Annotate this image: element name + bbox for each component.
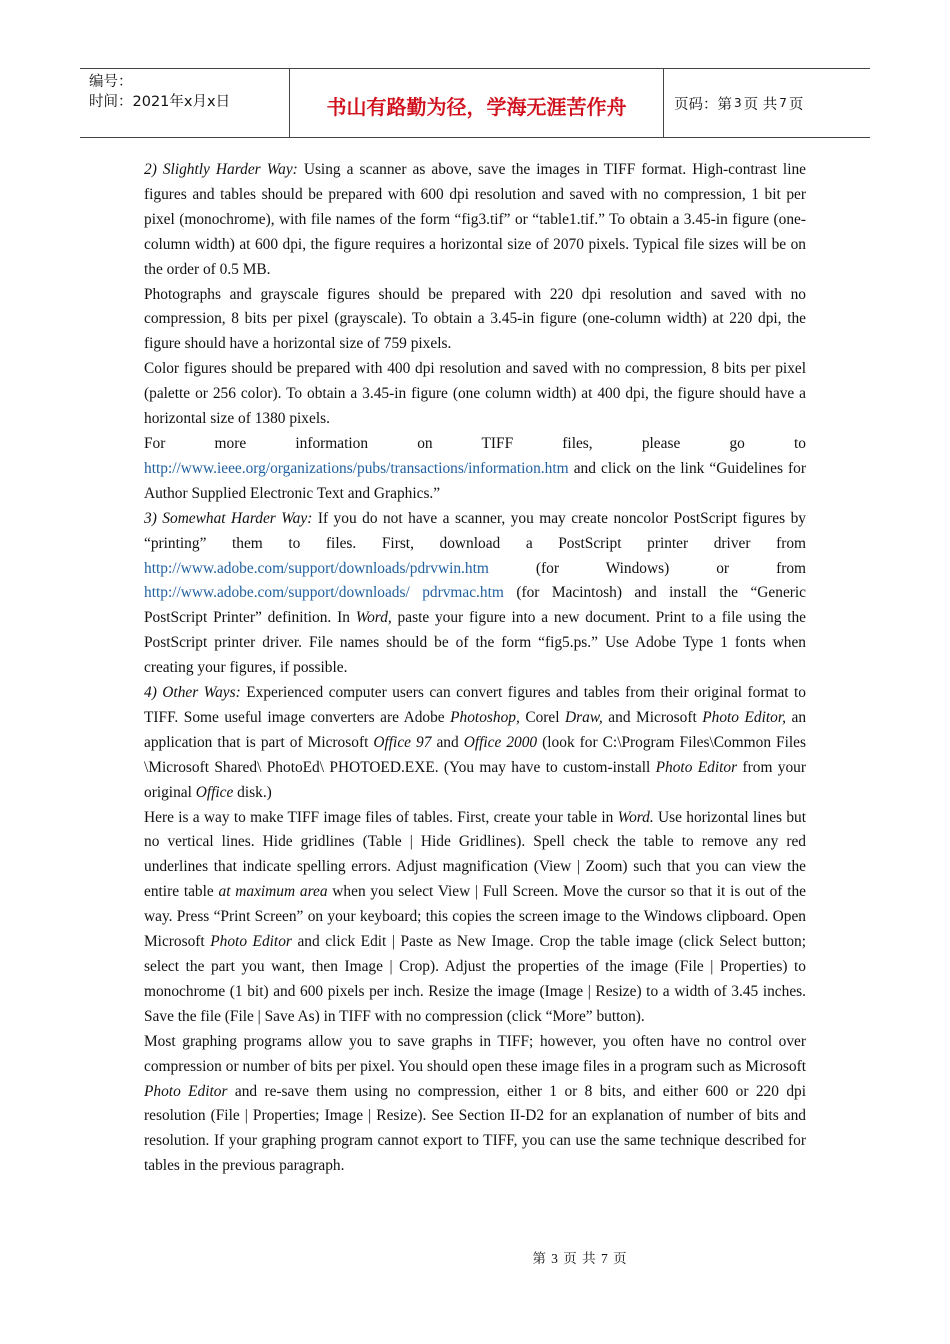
paragraph-graphing: Most graphing programs allow you to save graphs in TIFF; however, you often have no control over compression or number of bits per pixel. You should open these image files in a program such as Microsoft Photo Editor and re-save them using no compression, either 1 or 8 bits, and either 600 or 220 dpi resolution (File | Properties; Image | Resize). See Section II-D2 for an explanation of number of bits and resolution. If your graphing program cannot export to TIFF, you can use the same technique described for tables in the previous paragraph.	[144, 1032, 806, 1175]
page-total: 7	[779, 96, 787, 110]
adobe-mac-link[interactable]: http://www.adobe.com/support/downloads/ pdrvmac.htm	[144, 584, 504, 602]
paragraph-more-info: http://www.ieee.org/organizations/pubs/transactions/information.htm and click on the link “Guidelines for Author Supplied Electronic Text and Graphics.”	[144, 459, 806, 502]
paragraph-grayscale: Photographs and grayscale figures should be prepared with 220 dpi resolution and saved with no compression, 8 bits per pixel (grayscale). To obtain a 3.45-in figure (one-column width) at 220 dpi, the figure should have a horizontal size of 759 pixels.	[144, 285, 806, 353]
page-label-prefix: 页码：第	[674, 96, 732, 113]
serial-label: 编号：	[89, 74, 133, 90]
page-footer	[0, 1247, 950, 1267]
ieee-link[interactable]: http://www.ieee.org/organizations/pubs/transactions/information.htm	[144, 459, 569, 477]
paragraph-tables: Here is a way to make TIFF image files of tables. First, create your table in Word. Use horizontal lines but no vertical lines. Hide gridlines (Table | Hide Gridlines). Spell check the table to remove any red underlines that indicate spelling errors. Adjust magnification (View | Zoom) such that you can view the entire table at maximum area when you select View | Full Screen. Move the cursor so that it is out of the way. Press “Print Screen” on your keyboard; this copies the screen image to the Windows clipboard. Open Microsoft Photo Editor and click Edit | Paste as New Image. Crop the table image (click Select button; select the part you want, then Image | Crop). Adjust the properties of the image (File | Properties) to monochrome (1 bit) and 600 pixels per inch. Resize the image (Image | Resize) to a width of 3.45 inches. Save the file (File | Save As) in TIFF with no compression (click “More” button).	[144, 808, 807, 1025]
section-title: 2) Slightly Harder Way:	[144, 161, 298, 178]
paragraph-color: Color figures should be prepared with 400 dpi resolution and saved with no compression, 8 bits per pixel (palette or 256 color). To obtain a 3.45-in figure (one column width) at 400 dpi, the figure should have a horizontal size of 1380 pixels.	[144, 360, 806, 428]
paragraph-slightly-harder: 2) Slightly Harder Way: Using a scanner as above, save the images in TIFF format. High-contrast line figures and tables should be prepared with 600 dpi resolution and saved with no compression, 1 bit per pixel (monochrome), with file names of the form “fig3.tif” or “table1.tif.” To obtain a 3.45-in figure (one-column width) at 600 dpi, the figure requires a horizontal size of 2070 pixels. Typical file sizes will be on the order of 0.5 MB.	[144, 161, 807, 278]
section-title: 4) Other Ways:	[144, 684, 241, 702]
page-label-suffix: 页	[788, 96, 804, 113]
time-label: 时间：	[89, 94, 133, 110]
footer-page-number: 第 3 页 共 7 页	[532, 1251, 628, 1266]
header-motto: 书山有路勤为径，学海无涯苦作舟	[290, 69, 664, 137]
page-current: 3	[734, 96, 742, 110]
paragraph-more-info-line: For more information on TIFF files, please go to	[144, 434, 806, 452]
time-value: 2021年x月x日	[132, 94, 231, 110]
paragraph-other-ways: 4) Other Ways: Experienced computer users can convert figures and tables from their original format to TIFF. Some useful image converters are Adobe Photoshop, Corel Draw, and Microsoft Photo Editor, an application that is part of Microsoft Office 97 and Office 2000 (look for C:\Program Files\Common Files \Microsoft Shared\ PhotoEd\ PHOTOED.EXE. (You may have to custom-install Photo Editor from your original Office disk.)	[144, 684, 807, 801]
section-title: 3) Somewhat Harder Way:	[144, 509, 313, 527]
adobe-win-link[interactable]: http://www.adobe.com/support/downloads/pdrvwin.htm	[144, 559, 489, 577]
paragraph-somewhat-harder: 3) Somewhat Harder Way: If you do not have a scanner, you may create noncolor PostScript figures by “printing” them to files. First, download a PostScript printer driver from http://www.adobe.com/support/downloads/pdrvwin.htm (for Windows) or from http://www.adobe.com/support/downloads/ pdrvmac.htm (for Macintosh) and install the “Generic PostScript Printer” definition. In Word, paste your figure into a new document. Print to a file using the PostScript printer driver. File names should be of the form “fig5.ps.” Use Adobe Type 1 fonts when creating your figures, if possible.	[144, 509, 807, 677]
page-label-mid: 页 共	[743, 96, 778, 113]
header-page-info	[664, 69, 870, 137]
header-meta	[80, 69, 290, 137]
document-body	[144, 158, 806, 1179]
time-line	[89, 92, 289, 112]
page-header	[80, 68, 870, 138]
